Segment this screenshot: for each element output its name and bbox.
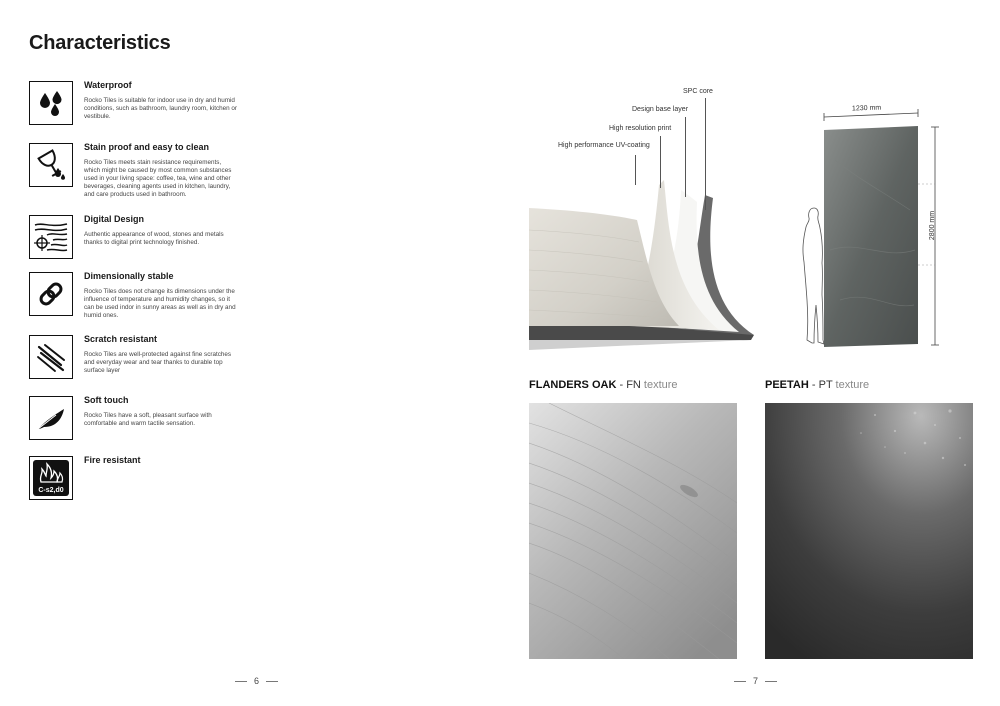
- feature-title: Digital Design: [84, 214, 145, 224]
- scratch-marks-icon: [29, 335, 73, 379]
- feature-title: Soft touch: [84, 395, 129, 405]
- leader-line: [685, 117, 686, 197]
- feature-title: Dimensionally stable: [84, 271, 174, 281]
- feature-title: Scratch resistant: [84, 334, 158, 344]
- feature-description: Rocko Tiles have a soft, pleasant surface with comfortable and warm tactile sensation.: [84, 412, 212, 428]
- wine-glass-icon: [29, 143, 73, 187]
- feature-description: Rocko Tiles are well-protected against fine scratches and everyday wear and tear thanks to durable top surface layer: [84, 351, 231, 375]
- leader-line: [635, 155, 636, 185]
- water-drops-icon: [29, 81, 73, 125]
- texture-code: FN: [626, 379, 641, 391]
- texture-name: FLANDERS OAK: [529, 379, 617, 391]
- texture-heading-flanders-oak: FLANDERS OAK - FN texture: [529, 379, 678, 391]
- texture-heading-peetah: PEETAH - PT texture: [765, 379, 870, 391]
- wood-grain-target-icon: [29, 215, 73, 259]
- dimension-height: 2800 mm: [929, 210, 937, 241]
- layer-label-design-base: Design base layer: [632, 106, 689, 113]
- texture-suffix: texture: [643, 379, 678, 391]
- dimension-width: 1230 mm: [851, 104, 882, 113]
- feature-description: Rocko Tiles is suitable for indoor use in dry and humid conditions, such as bathroom, laundry room, kitchen or vestibule.: [84, 97, 237, 121]
- layer-label-spc-core: SPC core: [683, 88, 713, 95]
- leader-line: [660, 136, 661, 188]
- feature-title: Fire resistant: [84, 455, 141, 465]
- leader-line: [705, 98, 706, 210]
- fire-rating-label: C-s2,d0: [38, 487, 64, 494]
- feature-title: Stain proof and easy to clean: [84, 142, 210, 152]
- texture-code: PT: [818, 379, 833, 391]
- tile-layers-illustration: [529, 150, 764, 350]
- texture-image-peetah: [765, 403, 973, 659]
- feature-description: Rocko Tiles meets stain resistance requirements, which might be caused by most common substances used in your living space: coffee, tea, wine and other beverages, cleaning agents used in kitchen, laundry, and care products used in bathroom.: [84, 159, 232, 199]
- feather-icon: [29, 396, 73, 440]
- layer-label-print: High resolution print: [609, 125, 672, 132]
- page-number: 6: [254, 676, 260, 686]
- size-illustration: [790, 100, 970, 355]
- texture-suffix: texture: [835, 379, 870, 391]
- chain-link-icon: [29, 272, 73, 316]
- feature-title: Waterproof: [84, 80, 132, 90]
- feature-description: Rocko Tiles does not change its dimensions under the influence of temperature and humidity changes, so it can be used indor in sunny areas as well as in dry and humid ones.: [84, 288, 236, 320]
- page-number-left: [228, 676, 285, 686]
- page-number: 7: [753, 676, 759, 686]
- page-title: Characteristics: [29, 32, 171, 54]
- fire-rating-icon: [29, 456, 73, 500]
- texture-name: PEETAH: [765, 379, 809, 391]
- layer-label-uv-coating: High performance UV-coating: [558, 142, 650, 149]
- page-number-right: [727, 676, 784, 686]
- texture-image-flanders-oak: [529, 403, 737, 659]
- feature-description: Authentic appearance of wood, stones and metals thanks to digital print technology finished.: [84, 231, 224, 247]
